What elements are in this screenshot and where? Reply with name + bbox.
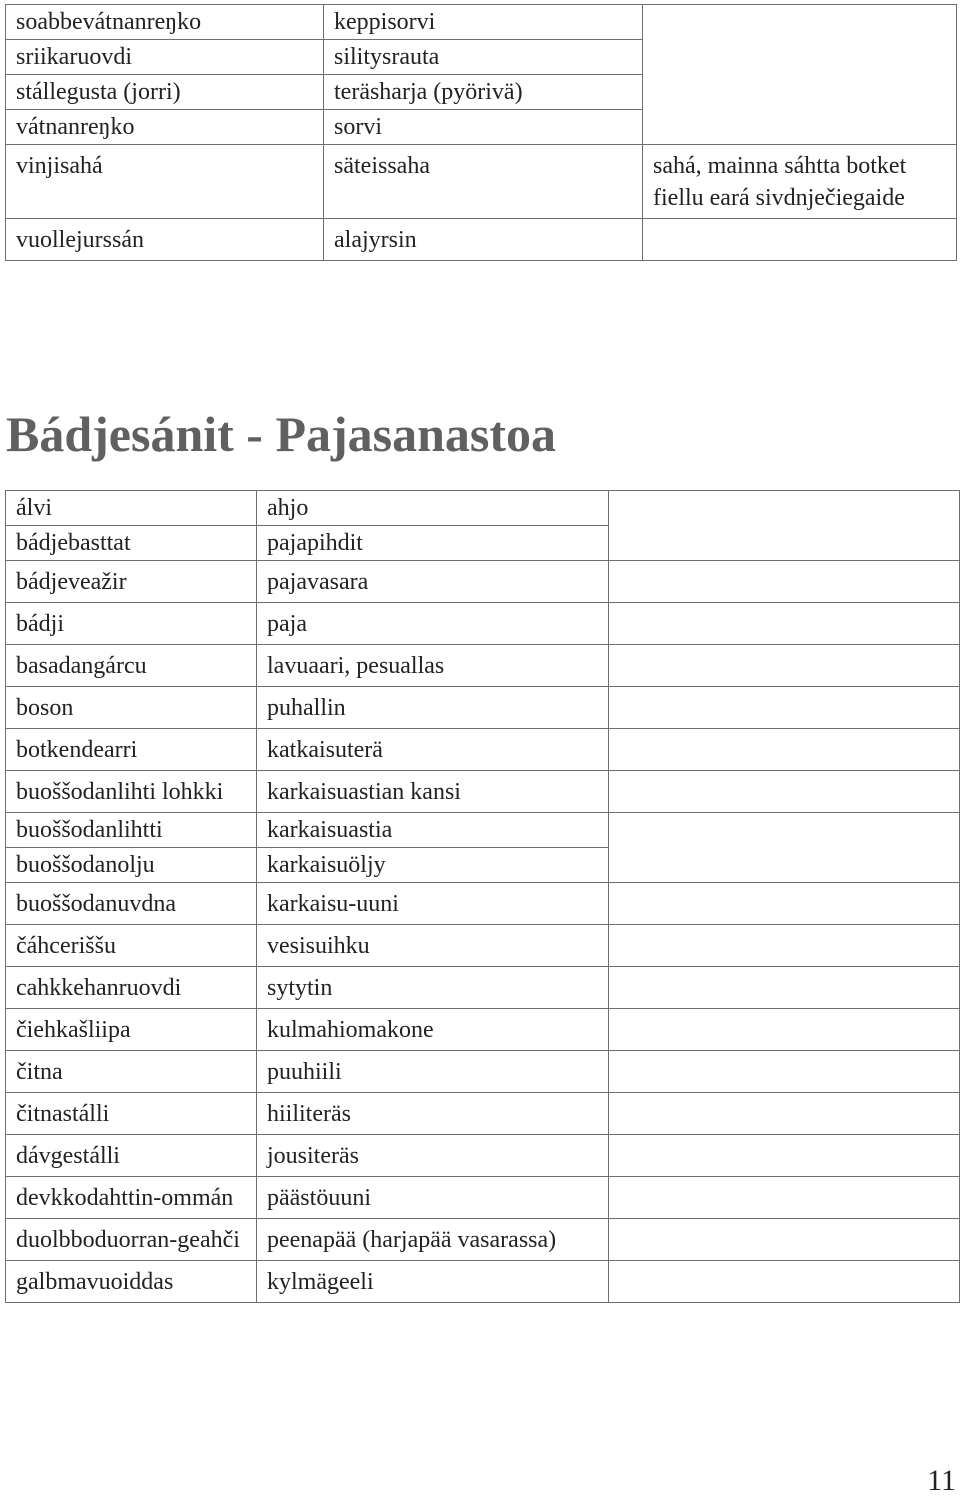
term-note (609, 1009, 960, 1051)
term-note (609, 687, 960, 729)
term-note (609, 603, 960, 645)
sami-term: buoššodanlihti lohkki (6, 771, 257, 813)
finnish-term: jousiteräs (257, 1135, 609, 1177)
sami-term: devkkodahttin-ommán (6, 1177, 257, 1219)
finnish-term: peenapää (harjapää vasarassa) (257, 1219, 609, 1261)
table-row (6, 883, 960, 925)
term-note: sahá, mainna sáhtta botket fiellu eará sivdnječiegaide (643, 145, 957, 219)
term-note (609, 491, 960, 561)
finnish-term: karkaisuastia (257, 813, 609, 848)
term-note (609, 883, 960, 925)
table-row (6, 1177, 960, 1219)
sami-term: botkendearri (6, 729, 257, 771)
table-row (6, 603, 960, 645)
term-note (609, 925, 960, 967)
section-title: Bádjesánit - Pajasanastoa (6, 406, 557, 462)
table-row (6, 729, 960, 771)
finnish-term: hiiliteräs (257, 1093, 609, 1135)
sami-term: basadangárcu (6, 645, 257, 687)
term-note (609, 771, 960, 813)
finnish-term: puhallin (257, 687, 609, 729)
finnish-term: puuhiili (257, 1051, 609, 1093)
finnish-term: kylmägeeli (257, 1261, 609, 1303)
sami-term: čiehkašliipa (6, 1009, 257, 1051)
sami-term: buoššodanlihtti (6, 813, 257, 848)
sami-term: čáhceriššu (6, 925, 257, 967)
sami-term: vinjisahá (6, 145, 324, 219)
table-row (6, 1219, 960, 1261)
term-note (643, 219, 957, 261)
sami-term: vátnanreŋko (6, 110, 324, 145)
finnish-term: karkaisuöljy (257, 848, 609, 883)
sami-term: boson (6, 687, 257, 729)
sami-term: vuollejurssán (6, 219, 324, 261)
finnish-term: teräsharja (pyörivä) (324, 75, 643, 110)
table-row (6, 967, 960, 1009)
sami-term: soabbevátnanreŋko (6, 5, 324, 40)
term-note (609, 1093, 960, 1135)
table-row (6, 1009, 960, 1051)
finnish-term: pajapihdit (257, 526, 609, 561)
table-row (6, 645, 960, 687)
sami-term: buoššodanuvdna (6, 883, 257, 925)
term-note (609, 645, 960, 687)
term-note (609, 1051, 960, 1093)
sami-term: čitnastálli (6, 1093, 257, 1135)
finnish-term: silitysrauta (324, 40, 643, 75)
vocabulary-table-top (5, 4, 957, 261)
term-note (609, 729, 960, 771)
finnish-term: keppisorvi (324, 5, 643, 40)
table-row (6, 491, 960, 526)
finnish-term: karkaisuastian kansi (257, 771, 609, 813)
finnish-term: pajavasara (257, 561, 609, 603)
table-row (6, 1051, 960, 1093)
finnish-term: sorvi (324, 110, 643, 145)
table-row (6, 219, 957, 261)
sami-term: duolbboduorran-geahči (6, 1219, 257, 1261)
term-note (609, 967, 960, 1009)
finnish-term: paja (257, 603, 609, 645)
sami-term: bádjeveažir (6, 561, 257, 603)
term-note (609, 1219, 960, 1261)
sami-term: stállegusta (jorri) (6, 75, 324, 110)
sami-term: čitna (6, 1051, 257, 1093)
term-note (643, 5, 957, 145)
finnish-term: lavuaari, pesuallas (257, 645, 609, 687)
table-row (6, 1261, 960, 1303)
table-row (6, 1093, 960, 1135)
sami-term: cahkkehanruovdi (6, 967, 257, 1009)
sami-term: bádji (6, 603, 257, 645)
finnish-term: alajyrsin (324, 219, 643, 261)
term-note (609, 1135, 960, 1177)
sami-term: sriikaruovdi (6, 40, 324, 75)
term-note (609, 813, 960, 883)
table-row (6, 771, 960, 813)
finnish-term: säteissaha (324, 145, 643, 219)
table-row (6, 561, 960, 603)
page-number: 11 (927, 1464, 956, 1497)
sami-term: álvi (6, 491, 257, 526)
finnish-term: katkaisuterä (257, 729, 609, 771)
table-row (6, 1135, 960, 1177)
vocabulary-table-forge (5, 490, 960, 1303)
sami-term: buoššodanolju (6, 848, 257, 883)
finnish-term: vesisuihku (257, 925, 609, 967)
sami-term: dávgestálli (6, 1135, 257, 1177)
table-row (6, 687, 960, 729)
table-row (6, 5, 957, 40)
term-note (609, 561, 960, 603)
term-note (609, 1177, 960, 1219)
sami-term: bádjebasttat (6, 526, 257, 561)
table-row (6, 813, 960, 848)
finnish-term: karkaisu-uuni (257, 883, 609, 925)
table-row (6, 925, 960, 967)
finnish-term: sytytin (257, 967, 609, 1009)
finnish-term: kulmahiomakone (257, 1009, 609, 1051)
term-note (609, 1261, 960, 1303)
sami-term: galbmavuoiddas (6, 1261, 257, 1303)
finnish-term: päästöuuni (257, 1177, 609, 1219)
table-row (6, 145, 957, 219)
finnish-term: ahjo (257, 491, 609, 526)
